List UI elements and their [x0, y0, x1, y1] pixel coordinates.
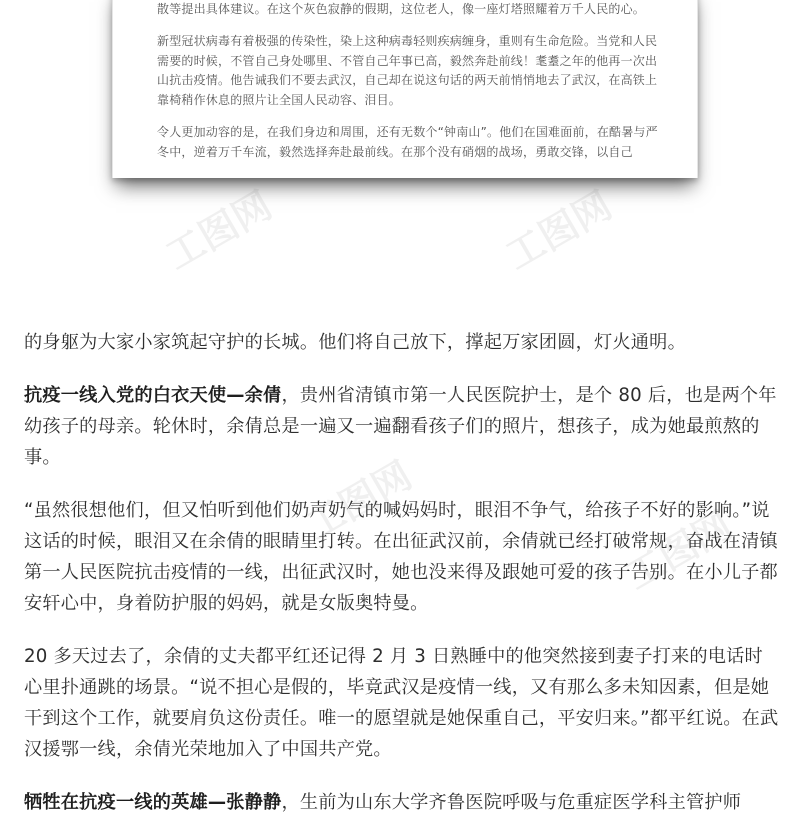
article-paragraph: 的身躯为大家小家筑起守护的长城。他们将自己放下，撑起万家团圆，灯火通明。 [24, 332, 686, 353]
paragraph-text: ，生前为山东大学齐鲁医院呼吸与危重症医学科主管护师 [281, 792, 742, 813]
paper-card [112, 0, 698, 178]
card-text [157, 0, 663, 175]
watermark: 工图网 [498, 182, 620, 279]
card-paragraph-3: 令人更加动容的是，在我们身边和周围，还有无数个“钟南山”。他们在国难面前，在酷暑与严冬中，逆着万千车流，毅然选择奔赴最前线。在那个没有硝烟的战场，勇敢交锋，以自己 [157, 125, 658, 159]
article-body [24, 327, 780, 840]
section-heading: 牺牲在抗疫一线的英雄—张静静 [24, 792, 282, 813]
watermark: 工图网 [298, 452, 420, 549]
paragraph-text: ，贵州省清镇市第一人民医院护士，是个 80 后，也是两个年幼孩子的母亲。轮休时，余倩总是一遍又一遍翻看孩子们的照片，想孩子，成为她最煎熬的事。 [24, 385, 777, 468]
article-paragraph: 20 多天过去了，余倩的丈夫都平红还记得 2 月 3 日熟睡中的他突然接到妻子打来的电话时心里扑通跳的场景。“说不担心是假的，毕竟武汉是疫情一线，又有那么多未知因素，但是她干到这个工作，就要肩负这份责任。唯一的愿望就是她保重自己，平安归来。”都平红说。在武汉援鄂一线，余倩光荣地加入了中国共产党。 [24, 646, 779, 760]
section-heading: 抗疫一线入党的白衣天使—余倩 [24, 385, 282, 406]
card-paragraph-2: 新型冠状病毒有着极强的传染性，染上这种病毒轻则疾病缠身，重则有生命危险。当党和人民需要的时候，不管自己身处哪里、不管自己年事已高，毅然奔赴前线！耄耋之年的他再一次出山抗击疫情。他告诫我们不要去武汉，自己却在说这句话的两天前悄悄地去了武汉，在高铁上靠椅稍作休息的照片让全国人民动容、泪目。 [157, 34, 658, 107]
watermark: 工图网 [158, 182, 280, 279]
watermark: 工图网 [618, 502, 740, 599]
article-paragraph [24, 380, 780, 473]
card-paragraph-1 [157, 0, 663, 19]
article-paragraph: “虽然很想他们，但又怕听到他们奶声奶气的喊妈妈时，眼泪不争气，给孩子不好的影响。”说这话的时候，眼泪又在余倩的眼睛里打转。在出征武汉前，余倩就已经打破常规，奋战在清镇第一人民医院抗击疫情的一线，出征武汉时，她也没来得及跟她可爱的孩子告别。在小儿子都安轩心中，身着防护服的妈妈，就是女版奥特曼。 [24, 500, 778, 614]
card-line-bottom: 散等提出具体建议。在这个灰色寂静的假期，这位老人，像一座灯塔照耀着万千人民的心。 [157, 1, 646, 16]
article-paragraph [24, 787, 780, 818]
